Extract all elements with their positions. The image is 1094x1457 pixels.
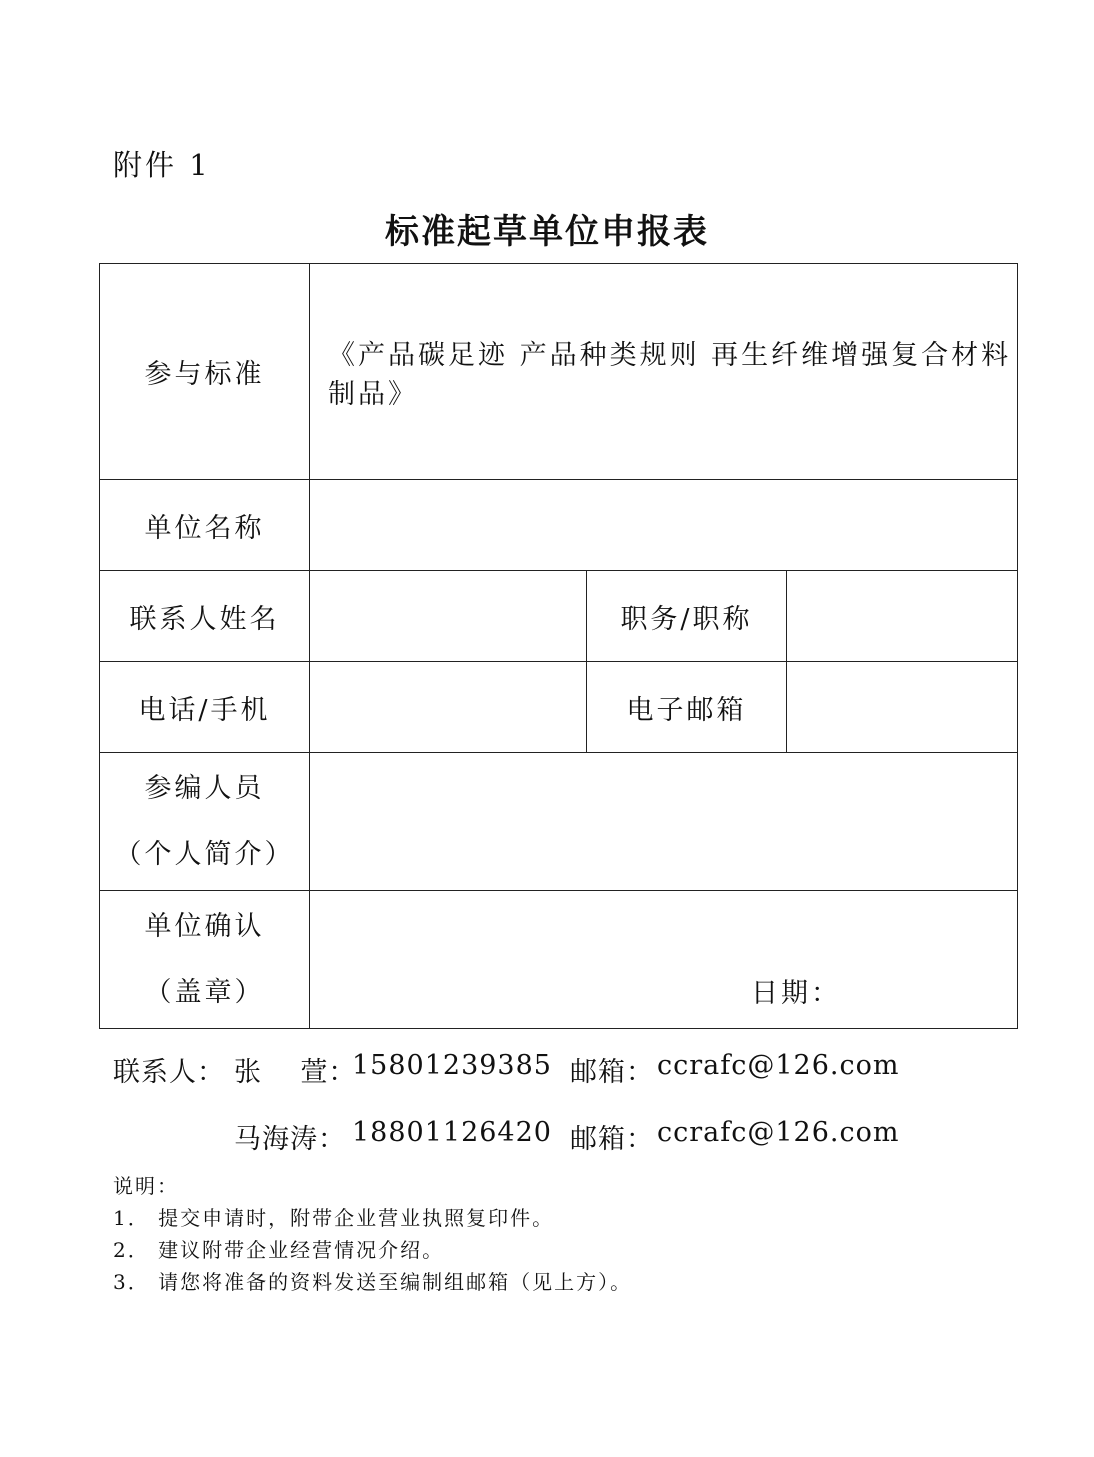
notes-section [113,1170,632,1298]
standard-label: 参与标准 [100,264,310,480]
date-label: 日期： [751,978,841,1009]
phone-label: 电话/手机 [100,662,310,753]
editors-label-line1: 参编人员 [144,772,265,804]
contact-1-name: 张 萱： [234,1057,357,1088]
unit-name-field[interactable] [310,480,1018,571]
contact-2-email-label: 邮箱： [570,1124,654,1155]
contact-2-email: ccrafc@126.com [657,1117,900,1148]
contact-2-phone: 18801126420 [352,1117,552,1148]
contact-2-name: 马海涛： [234,1124,346,1155]
row-standard [100,264,1018,480]
note-item-3: 3． 请您将准备的资料发送至编制组邮箱（见上方）。 [113,1270,633,1294]
email-field[interactable] [787,662,1018,753]
row-contact [100,571,1018,662]
contact-1-email-label: 邮箱： [570,1057,654,1088]
row-phone [100,662,1018,753]
note-item-2: 2． 建议附带企业经营情况介绍。 [113,1238,445,1262]
standard-value: 《产品碳足迹 产品种类规则 再生纤维增强复合材料制品》 [310,264,1018,480]
row-editors [100,753,1018,891]
note-item-1: 1． 提交申请时，附带企业营业执照复印件。 [113,1206,555,1230]
page-title: 标准起草单位申报表 [385,212,709,252]
application-form-table [99,263,1018,1029]
row-confirm [100,891,1018,1029]
confirm-label-line1: 单位确认 [144,910,265,942]
contact-1-phone: 15801239385 [352,1050,552,1081]
contact-name-label: 联系人姓名 [100,571,310,662]
confirm-field[interactable] [310,891,1018,1029]
contact-1-email: ccrafc@126.com [657,1050,900,1081]
notes-heading: 说明： [113,1174,179,1198]
attachment-label: 附件 1 [113,148,211,182]
email-label: 电子邮箱 [587,662,787,753]
row-unit-name [100,480,1018,571]
position-field[interactable] [787,571,1018,662]
editors-field[interactable] [310,753,1018,891]
contact-name-field[interactable] [310,571,587,662]
unit-name-label: 单位名称 [100,480,310,571]
phone-field[interactable] [310,662,587,753]
contact-prefix: 联系人： [113,1057,225,1088]
editors-label [100,753,310,891]
editors-label-line2: （个人简介） [114,838,295,870]
confirm-label-line2: （盖章） [144,976,265,1008]
position-label: 职务/职称 [587,571,787,662]
confirm-label [100,891,310,1029]
